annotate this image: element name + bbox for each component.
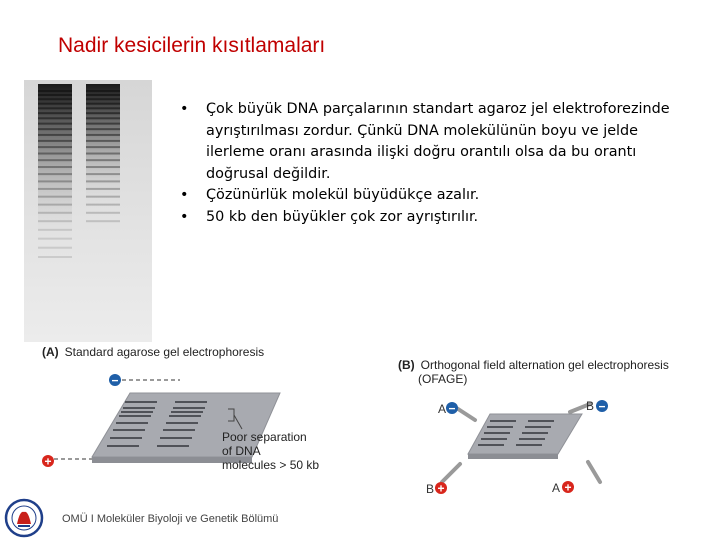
gel-band	[38, 153, 72, 155]
figure-b-caption: (B) Orthogonal field alternation gel electrophoresis (OFAGE)	[398, 358, 669, 386]
gel-band	[38, 188, 72, 190]
electrode-label-a-pos: A	[552, 481, 561, 495]
gel-band	[86, 107, 120, 109]
gel-band	[38, 173, 72, 175]
gel-band	[86, 103, 120, 105]
gel-band	[38, 94, 72, 96]
slide-title: Nadir kesicilerin kısıtlamaları	[58, 34, 326, 57]
bullet-text: Çözünürlük molekül büyüdükçe azalır.	[206, 187, 480, 203]
gel-band	[38, 107, 72, 109]
annotation-line-2: of DNA	[222, 444, 261, 458]
gel-band	[38, 90, 72, 92]
electrode-label-b-pos: B	[426, 482, 435, 496]
gel-band	[86, 212, 120, 214]
electrode-bar-a-bottom	[588, 462, 600, 482]
gel-band	[86, 153, 120, 155]
electrode-label-b-neg: B	[586, 399, 595, 413]
positive-symbol: +	[437, 481, 445, 496]
gel-band	[38, 196, 72, 198]
figure-b-caption-abbr: (OFAGE)	[418, 372, 468, 386]
bullet-text: Çok büyük DNA parçalarının standart agaroz jel elektroforezinde ayrıştırılması zordur. Çünkü DNA molekülünün boyu ve jelde ilerleme oranı arasında ilişki doğru orantılı olsa da bu orantı doğrusal değildir.	[206, 101, 670, 182]
bullet-marker: •	[180, 208, 189, 225]
positive-symbol: +	[564, 480, 572, 495]
figure-a-caption: (A) Standard agarose gel electrophoresis	[42, 345, 265, 359]
gel-band	[86, 117, 120, 119]
university-logo	[4, 498, 44, 538]
electrode-label-a-neg: A	[438, 402, 447, 416]
gel-band	[86, 220, 120, 222]
gel-band	[86, 112, 120, 114]
figure-b-ofage-diagram	[420, 392, 620, 502]
bullet-item	[178, 185, 688, 207]
footer-text: OMÜ I Moleküler Biyoloji ve Genetik Bölümü	[62, 513, 279, 525]
electrode-bar-b-bottom	[442, 464, 460, 482]
gel-band	[38, 98, 72, 100]
figure-a-letter: (A)	[42, 345, 59, 359]
negative-symbol: −	[111, 373, 119, 388]
gel-band	[38, 220, 72, 222]
gel-band	[38, 123, 72, 125]
gel-band	[38, 140, 72, 142]
bullet-item	[178, 207, 688, 229]
gel-band	[86, 98, 120, 100]
gel-band	[38, 229, 72, 231]
gel-band	[38, 166, 72, 168]
bullet-text: 50 kb den büyükler çok zor ayrıştırılır.	[206, 208, 479, 225]
gel-electrophoresis-photo	[24, 80, 152, 342]
gel-band	[38, 117, 72, 119]
gel-band	[86, 134, 120, 136]
annotation-line-3: molecules > 50 kb	[222, 458, 320, 472]
electrode-bar-a-top	[455, 407, 475, 420]
bullet-list	[178, 99, 688, 228]
bullet-item	[178, 99, 688, 185]
gel-band	[38, 134, 72, 136]
ofage-gel-tray-edge	[468, 454, 558, 459]
gel-band	[38, 180, 72, 182]
gel-band	[86, 180, 120, 182]
bullet-marker: •	[180, 187, 189, 203]
gel-band	[86, 166, 120, 168]
gel-band	[38, 238, 72, 240]
bullet-marker: •	[180, 101, 189, 117]
gel-band	[86, 146, 120, 148]
gel-band	[86, 188, 120, 190]
gel-band	[86, 196, 120, 198]
gel-band	[38, 212, 72, 214]
figure-a-standard-gel-diagram	[30, 365, 340, 500]
gel-band	[38, 128, 72, 130]
gel-band	[86, 90, 120, 92]
gel-band	[38, 159, 72, 161]
gel-band	[38, 103, 72, 105]
gel-band	[86, 128, 120, 130]
gel-band	[38, 204, 72, 206]
gel-band	[38, 112, 72, 114]
gel-band	[86, 140, 120, 142]
positive-symbol: +	[44, 454, 52, 469]
negative-symbol: −	[448, 401, 456, 416]
negative-symbol: −	[598, 399, 606, 414]
gel-band	[86, 159, 120, 161]
gel-band	[86, 173, 120, 175]
annotation-line-1: Poor separation	[222, 430, 307, 444]
gel-band	[38, 146, 72, 148]
gel-band	[86, 123, 120, 125]
gel-band	[86, 204, 120, 206]
gel-band	[38, 256, 72, 258]
gel-band	[38, 247, 72, 249]
gel-band	[86, 94, 120, 96]
figure-b-letter: (B)	[398, 358, 415, 372]
